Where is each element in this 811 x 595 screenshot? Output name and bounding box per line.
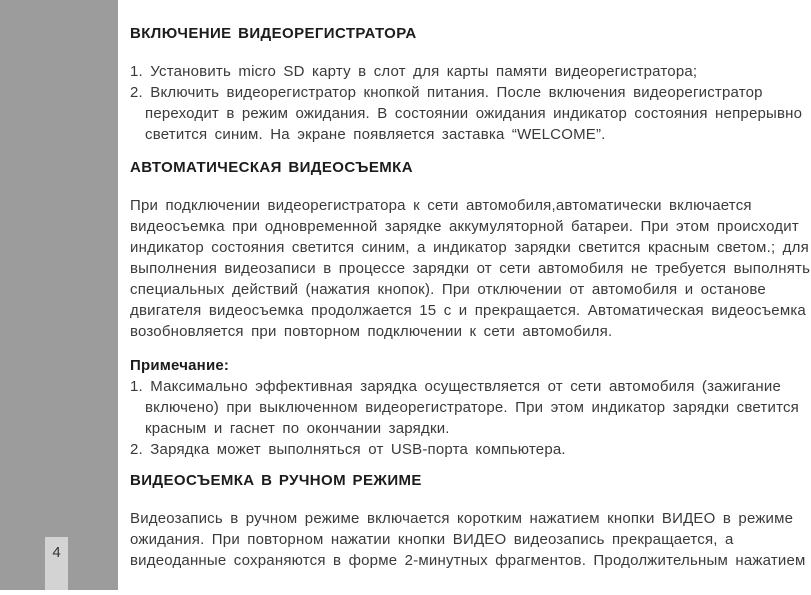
note-item-line: красным и гаснет по окончании зарядки. bbox=[145, 420, 450, 437]
page-number: 4 bbox=[52, 544, 61, 561]
list-item-line: 1. Установить micro SD карту в слот для карты памяти видеорегистратора; bbox=[130, 63, 698, 80]
document-content bbox=[130, 0, 810, 571]
paragraph-line: Видеозапись в ручном режиме включается коротким нажатием кнопки ВИДЕО в режиме bbox=[130, 510, 794, 527]
paragraph-line: выполнения видеозаписи в процессе зарядки от сети автомобиля не требуется выполнять bbox=[130, 260, 811, 277]
list-item-line: переходит в режим ожидания. В состоянии ожидания индикатор состояния непрерывно bbox=[145, 105, 803, 122]
section-heading-manual-recording: ВИДЕОСЪЕМКА В РУЧНОМ РЕЖИМЕ bbox=[130, 472, 422, 489]
section-heading-power-on: ВКЛЮЧЕНИЕ ВИДЕОРЕГИСТРАТОРА bbox=[130, 25, 417, 42]
note-item-line: включено) при выключенном видеорегистраторе. При этом индикатор зарядки светится bbox=[145, 399, 800, 416]
paragraph-line: возобновляется при повторном подключении к сети автомобиля. bbox=[130, 323, 613, 340]
auto-recording-paragraph bbox=[130, 195, 810, 342]
section-heading-auto-recording: АВТОМАТИЧЕСКАЯ ВИДЕОСЪЕМКА bbox=[130, 159, 413, 176]
list-item-line: светится синим. На экране появляется заставка “WELCOME”. bbox=[145, 126, 606, 143]
paragraph-line: ожидания. При повторном нажатии кнопки ВИДЕО видеозапись прекращается, а bbox=[130, 531, 734, 548]
note-block bbox=[130, 355, 810, 460]
left-gray-sidebar bbox=[0, 0, 118, 590]
note-item-line: 2. Зарядка может выполняться от USB-порта компьютера. bbox=[130, 441, 566, 458]
paragraph-line: двигателя видеосъемка продолжается 15 с и прекращается. Автоматическая видеосъемка bbox=[130, 302, 806, 319]
paragraph-line: индикатор состояния светится синим, а индикатор зарядки светится красным светом.; для bbox=[130, 239, 809, 256]
list-item-line: 2. Включить видеорегистратор кнопкой питания. После включения видеорегистратор bbox=[130, 84, 763, 101]
power-on-list bbox=[130, 61, 810, 145]
note-item-line: 1. Максимально эффективная зарядка осуществляется от сети автомобиля (зажигание bbox=[130, 378, 782, 395]
paragraph-line: При подключении видеорегистратора к сети автомобиля,автоматически включается bbox=[130, 197, 752, 214]
manual-recording-paragraph bbox=[130, 508, 810, 571]
page-number-tab bbox=[45, 537, 68, 590]
paragraph-line: видеоданные сохраняются в форме 2-минутных фрагментов. Продолжительным нажатием bbox=[130, 552, 806, 569]
paragraph-line: специальных действий (нажатия кнопок). При отключении от автомобиля и останове bbox=[130, 281, 766, 298]
paragraph-line: видеосъемка при одновременной зарядке аккумуляторной батареи. При этом происходит bbox=[130, 218, 799, 235]
note-heading: Примечание: bbox=[130, 357, 230, 374]
